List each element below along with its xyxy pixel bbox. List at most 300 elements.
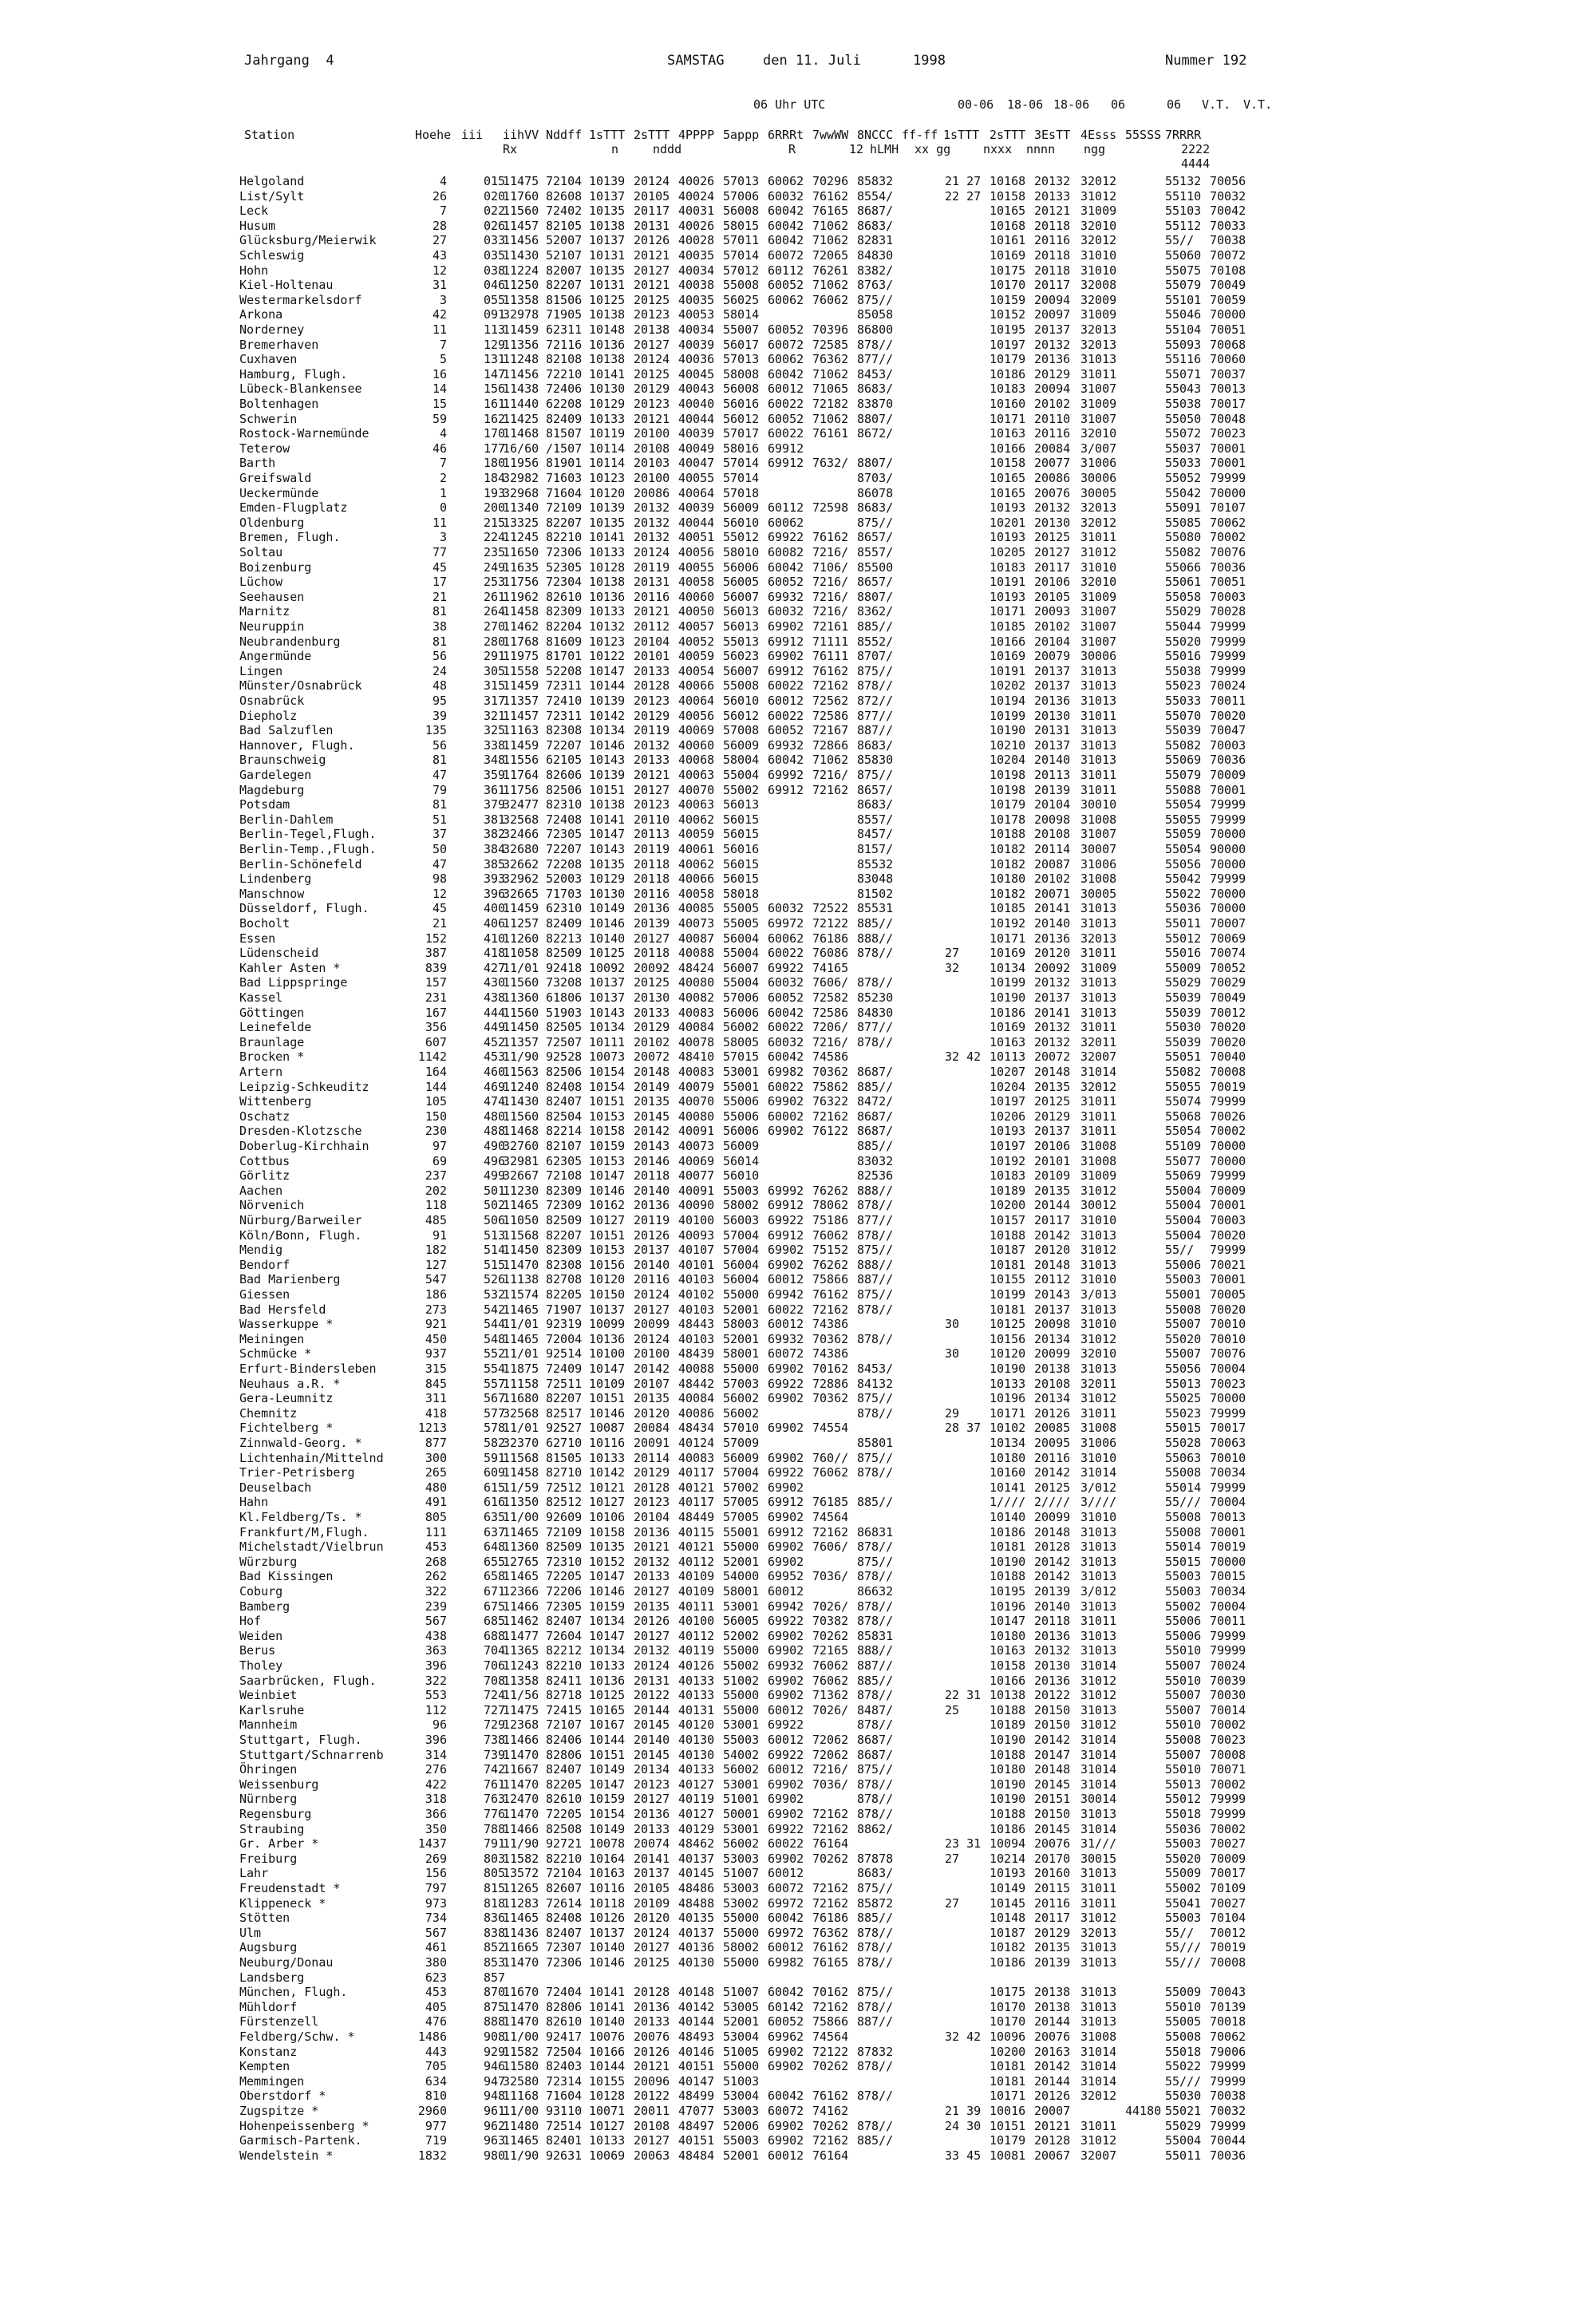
table-cell: 70002 — [1210, 1821, 1246, 1836]
table-cell: 70004 — [1210, 1599, 1246, 1614]
station-name: Coburg — [239, 1584, 283, 1599]
table-cell: 55000 — [723, 1955, 760, 1970]
table-cell: 69902 — [768, 1539, 804, 1555]
table-cell: 396 — [425, 1658, 447, 1673]
table-cell: 85532 — [857, 856, 894, 871]
table-cell: 72598 — [812, 500, 849, 516]
table-cell: 20119 — [634, 559, 670, 575]
table-cell: 10138 — [589, 218, 626, 233]
table-cell: 20118 — [1034, 248, 1071, 263]
table-cell: 40133 — [678, 1673, 715, 1688]
table-cell: 31011 — [1080, 1124, 1117, 1139]
station-name: Frankfurt/M,Flugh. — [239, 1524, 369, 1539]
table-cell: 31011 — [1080, 946, 1117, 961]
table-cell: 1142 — [417, 1049, 447, 1065]
table-cell: 875// — [857, 1762, 894, 1777]
table-cell: 55066 — [1165, 559, 1202, 575]
table-cell: 10136 — [589, 337, 626, 352]
station-name: Boizenburg — [239, 559, 312, 575]
table-cell: 382 — [484, 827, 506, 842]
table-cell: 55038 — [1165, 663, 1202, 678]
table-cell: 69902 — [768, 2118, 804, 2133]
table-cell: 3/007 — [1080, 441, 1117, 456]
table-cell: 32010 — [1080, 218, 1117, 233]
table-cell: 79999 — [1210, 1643, 1246, 1658]
table-cell: 69902 — [768, 1362, 804, 1376]
table-cell: 10141 — [589, 530, 626, 545]
table-cell: 20127 — [634, 931, 670, 946]
table-cell: 10196 — [990, 1391, 1026, 1406]
table-cell: 31009 — [1080, 204, 1117, 219]
table-cell: 72162 — [812, 1109, 849, 1124]
table-cell: 8554/ — [857, 188, 894, 204]
table-cell: 885// — [857, 1495, 894, 1510]
table-cell: 20126 — [634, 1227, 670, 1243]
table-cell: 231 — [425, 990, 447, 1005]
table-cell: 82210 — [546, 1658, 583, 1673]
table-cell: 55016 — [1165, 649, 1202, 664]
table-row — [239, 1020, 1277, 1035]
table-cell: 490 — [484, 1139, 506, 1153]
table-cell: 70108 — [1210, 263, 1246, 278]
table-cell: 10190 — [990, 1733, 1026, 1747]
table-cell: 55015 — [1165, 1421, 1202, 1436]
table-cell: 53003 — [723, 2104, 760, 2118]
table-cell: 60042 — [768, 1005, 804, 1020]
table-cell: 55007 — [723, 322, 760, 337]
table-cell: 57008 — [723, 723, 760, 738]
table-cell: 532 — [484, 1287, 506, 1302]
table-cell: 40121 — [678, 1480, 715, 1495]
table-cell: 11650 — [503, 545, 539, 559]
table-cell: 70076 — [1210, 545, 1246, 559]
table-cell: 422 — [425, 1776, 447, 1792]
table-cell: 60042 — [768, 1911, 804, 1926]
table-cell: 20127 — [634, 337, 670, 352]
table-cell: 878// — [857, 2118, 894, 2133]
table-cell: 11756 — [503, 782, 539, 797]
table-cell: 70109 — [1210, 1881, 1246, 1895]
table-cell: 878// — [857, 1688, 894, 1703]
table-cell: 20163 — [1034, 2044, 1071, 2059]
table-cell: 81 — [432, 797, 447, 812]
table-cell: 20140 — [1034, 753, 1071, 768]
table-cell: 31013 — [1080, 678, 1117, 694]
table-cell: 10142 — [589, 1465, 626, 1480]
table-cell: 249 — [484, 559, 506, 575]
table-cell: 20136 — [1034, 931, 1071, 946]
table-cell: 20132 — [634, 1643, 670, 1658]
table-cell: 616 — [484, 1495, 506, 1510]
table-cell: 734 — [425, 1911, 447, 1926]
table-cell: 321 — [484, 708, 506, 723]
table-cell: 10149 — [589, 901, 626, 916]
table-cell: 055 — [484, 292, 506, 307]
table-cell: 885// — [857, 2133, 894, 2148]
table-cell: 55010 — [1165, 1673, 1202, 1688]
table-cell: 8687/ — [857, 1124, 894, 1139]
table-cell: 685 — [484, 1614, 506, 1629]
header-sub: 2222 — [1181, 142, 1211, 156]
table-row — [239, 1970, 1277, 1986]
table-cell: 20125 — [1034, 1094, 1071, 1109]
table-cell: 52002 — [723, 1628, 760, 1643]
table-row — [239, 1762, 1277, 1777]
table-cell: 875// — [857, 515, 894, 530]
table-cell: 58018 — [723, 886, 760, 901]
table-cell: 60042 — [768, 204, 804, 219]
table-cell: 438 — [425, 1628, 447, 1643]
table-cell: 235 — [484, 545, 506, 559]
table-cell: 20109 — [1034, 1168, 1071, 1184]
table-cell: 70051 — [1210, 575, 1246, 590]
table-cell: 11459 — [503, 901, 539, 916]
station-name: Meiningen — [239, 1331, 305, 1346]
table-cell: 10133 — [589, 545, 626, 559]
table-cell: 60072 — [768, 1881, 804, 1895]
table-cell: 62311 — [546, 322, 583, 337]
table-cell: 10199 — [990, 1287, 1026, 1302]
table-row — [239, 1436, 1277, 1451]
table-cell: 72886 — [812, 1376, 849, 1391]
table-cell: 76164 — [812, 2148, 849, 2163]
table-cell: 20138 — [634, 322, 670, 337]
table-cell: 48442 — [678, 1376, 715, 1391]
table-row — [239, 1362, 1277, 1377]
table-cell: 7026/ — [812, 1702, 849, 1717]
table-cell: 70028 — [1210, 604, 1246, 619]
table-cell: 32013 — [1080, 500, 1117, 516]
table-cell: 20147 — [1034, 1747, 1071, 1762]
station-name: Norderney — [239, 322, 305, 337]
table-cell: 31014 — [1080, 2059, 1117, 2074]
table-cell: 31011 — [1080, 1614, 1117, 1629]
table-row — [239, 1287, 1277, 1302]
table-cell: 20130 — [1034, 515, 1071, 530]
table-cell: 180 — [484, 456, 506, 471]
table-cell: 82207 — [546, 1227, 583, 1243]
station-name: Bremen, Flugh. — [239, 530, 341, 545]
table-cell: 10144 — [589, 678, 626, 694]
table-cell: 48462 — [678, 1836, 715, 1852]
table-cell: 20110 — [1034, 411, 1071, 426]
table-cell: 20071 — [1034, 886, 1071, 901]
table-cell: 10146 — [589, 737, 626, 753]
table-cell: 72109 — [546, 500, 583, 516]
table-cell: 10139 — [589, 768, 626, 782]
table-cell: 10138 — [589, 797, 626, 812]
table-cell: 20121 — [634, 768, 670, 782]
table-cell: 1832 — [417, 2148, 447, 2163]
table-cell: 444 — [484, 1005, 506, 1020]
table-cell: 40049 — [678, 441, 715, 456]
table-cell: 32968 — [503, 485, 539, 500]
table-cell: 31014 — [1080, 1747, 1117, 1762]
table-row — [239, 174, 1277, 189]
table-cell: 55007 — [1165, 1346, 1202, 1362]
table-cell: 10168 — [990, 174, 1026, 188]
table-cell: 76062 — [812, 1673, 849, 1688]
table-cell: 52007 — [546, 233, 583, 248]
table-cell: 60052 — [768, 278, 804, 293]
table-cell: 20115 — [1034, 1881, 1071, 1895]
table-cell: 69902 — [768, 1094, 804, 1109]
table-cell: 69902 — [768, 1124, 804, 1139]
table-cell: 55044 — [1165, 619, 1202, 634]
table-cell: 11425 — [503, 411, 539, 426]
table-cell: 51007 — [723, 1985, 760, 2000]
table-cell: 32370 — [503, 1436, 539, 1450]
table-cell: 318 — [425, 1792, 447, 1807]
table-cell: 79999 — [1210, 619, 1246, 634]
table-cell: 449 — [484, 1020, 506, 1035]
table-cell: 11357 — [503, 694, 539, 708]
table-cell: 70049 — [1210, 278, 1246, 293]
table-cell: 8687/ — [857, 1747, 894, 1762]
table-cell: 55063 — [1165, 1450, 1202, 1465]
table-cell: 51003 — [723, 2073, 760, 2089]
table-cell: 20137 — [1034, 990, 1071, 1005]
table-row — [239, 1035, 1277, 1050]
table-cell: 40058 — [678, 886, 715, 901]
table-cell: 40044 — [678, 515, 715, 530]
table-cell: 92514 — [546, 1346, 583, 1362]
table-cell: 72562 — [812, 694, 849, 708]
table-cell: 40135 — [678, 1911, 715, 1926]
table-row — [239, 887, 1277, 902]
table-cell: 57004 — [723, 1227, 760, 1243]
table-cell: 10135 — [589, 856, 626, 871]
table-cell: 10133 — [589, 411, 626, 426]
table-cell: 70104 — [1210, 1911, 1246, 1926]
table-cell: 71065 — [812, 381, 849, 397]
station-name: Bremerhaven — [239, 337, 319, 352]
table-cell: 56007 — [723, 589, 760, 604]
table-cell: 82504 — [546, 1109, 583, 1124]
table-cell: 20121 — [634, 604, 670, 619]
station-name: Aachen — [239, 1183, 283, 1198]
table-cell: 40088 — [678, 1362, 715, 1376]
table-cell: 69912 — [768, 1524, 804, 1539]
table-cell: 55082 — [1165, 1065, 1202, 1079]
table-cell: 10194 — [990, 694, 1026, 708]
table-cell: 72162 — [812, 2133, 849, 2148]
table-cell: 2//// — [1034, 1495, 1071, 1510]
table-cell: 72162 — [812, 1895, 849, 1911]
table-cell: 70008 — [1210, 1065, 1246, 1079]
table-cell: 20128 — [634, 1480, 670, 1495]
table-cell: 40066 — [678, 871, 715, 887]
table-cell: 10147 — [589, 1168, 626, 1184]
station-name: Doberlug-Kirchhain — [239, 1139, 369, 1153]
table-cell: 11250 — [503, 278, 539, 293]
table-cell: 453 — [484, 1049, 506, 1065]
table-cell: 55037 — [1165, 441, 1202, 456]
table-cell: 60012 — [768, 381, 804, 397]
table-cell: 32007 — [1080, 2148, 1117, 2163]
table-cell: 11265 — [503, 1881, 539, 1895]
table-cell: 55/// — [1165, 1495, 1202, 1510]
table-cell: 70009 — [1210, 1183, 1246, 1198]
table-cell: 55091 — [1165, 500, 1202, 516]
table-cell: 82806 — [546, 1999, 583, 2014]
table-cell: 55033 — [1165, 694, 1202, 708]
table-cell: 69972 — [768, 1925, 804, 1940]
table-cell: 10169 — [990, 248, 1026, 263]
table-cell: 55004 — [723, 768, 760, 782]
table-cell: 55002 — [723, 782, 760, 797]
table-cell: 10175 — [990, 1985, 1026, 2000]
table-cell: 381 — [484, 812, 506, 827]
table-cell: 20120 — [1034, 1243, 1071, 1258]
table-cell: 32012 — [1080, 233, 1117, 248]
table-cell: 70024 — [1210, 1658, 1246, 1673]
table-cell: 40103 — [678, 1272, 715, 1287]
table-cell: 70001 — [1210, 782, 1246, 797]
station-name: Berlin-Temp.,Flugh. — [239, 842, 377, 856]
station-name: Weiden — [239, 1628, 283, 1643]
table-cell: 70262 — [812, 1628, 849, 1643]
table-cell: 72507 — [546, 1034, 583, 1049]
table-cell: 40028 — [678, 233, 715, 248]
table-cell: 20133 — [634, 663, 670, 678]
table-cell: 10096 — [990, 2029, 1026, 2044]
table-cell: 30014 — [1080, 1792, 1117, 1807]
table-cell: 70008 — [1210, 1747, 1246, 1762]
table-cell: 37 — [432, 827, 447, 842]
table-cell: 31011 — [1080, 366, 1117, 381]
table-cell: 480 — [425, 1480, 447, 1495]
table-cell: 31012 — [1080, 1688, 1117, 1703]
table-cell: 20091 — [634, 1436, 670, 1450]
station-name: Braunlage — [239, 1034, 305, 1049]
station-name: Leipzig-Schkeuditz — [239, 1079, 369, 1094]
table-cell: 20093 — [1034, 604, 1071, 619]
table-cell: 20076 — [1034, 2029, 1071, 2044]
table-cell: 1437 — [417, 1836, 447, 1852]
table-row — [239, 1629, 1277, 1644]
table-cell: 70107 — [1210, 500, 1246, 516]
table-cell: 70004 — [1210, 1495, 1246, 1510]
table-cell: 60052 — [768, 2014, 804, 2029]
station-name: Straubing — [239, 1821, 305, 1836]
table-cell: 513 — [484, 1227, 506, 1243]
table-cell: 69902 — [768, 1480, 804, 1495]
station-name: Mühldorf — [239, 1999, 298, 2014]
table-cell: 11756 — [503, 575, 539, 590]
table-cell: 366 — [425, 1807, 447, 1821]
table-cell: 92418 — [546, 960, 583, 975]
table-cell: 79999 — [1210, 649, 1246, 664]
table-cell: 20104 — [634, 634, 670, 649]
table-cell: 72404 — [546, 1985, 583, 2000]
table-cell: 10175 — [990, 263, 1026, 278]
table-cell: 31010 — [1080, 1213, 1117, 1227]
table-cell: 70011 — [1210, 1614, 1246, 1629]
header-col: 7RRRR — [1165, 128, 1202, 142]
table-row — [239, 2119, 1277, 2134]
table-cell: 10151 — [589, 782, 626, 797]
table-row — [239, 1406, 1277, 1421]
table-cell: 8683/ — [857, 737, 894, 753]
table-cell: 79999 — [1210, 797, 1246, 812]
table-cell: 20145 — [1034, 1776, 1071, 1792]
station-name: Düsseldorf, Flugh. — [239, 901, 369, 916]
table-cell: 93110 — [546, 2104, 583, 2118]
table-cell: 53001 — [723, 1821, 760, 1836]
table-cell: 58016 — [723, 441, 760, 456]
table-cell: 182 — [425, 1243, 447, 1258]
table-cell: 72162 — [812, 678, 849, 694]
table-cell: 20133 — [634, 753, 670, 768]
table-row — [239, 1822, 1277, 1837]
table-row — [239, 1643, 1277, 1658]
table-cell: 90000 — [1210, 842, 1246, 856]
table-cell: 70010 — [1210, 1450, 1246, 1465]
table-cell: 40061 — [678, 842, 715, 856]
table-cell: 10165 — [990, 485, 1026, 500]
table-cell: 582 — [484, 1436, 506, 1450]
table-cell: 72311 — [546, 678, 583, 694]
table-cell: 40102 — [678, 1287, 715, 1302]
table-cell: 20141 — [1034, 1005, 1071, 1020]
table-cell: 10143 — [589, 753, 626, 768]
table-cell: 82606 — [546, 768, 583, 782]
table-cell: 40059 — [678, 649, 715, 664]
table-cell: 845 — [425, 1376, 447, 1391]
table-cell: 20101 — [634, 649, 670, 664]
table-cell: 20123 — [634, 797, 670, 812]
table-cell: 10151 — [589, 1227, 626, 1243]
table-cell: 60022 — [768, 1302, 804, 1317]
table-cell: 10139 — [589, 694, 626, 708]
table-cell: 30006 — [1080, 471, 1117, 485]
table-cell: 20136 — [634, 1524, 670, 1539]
table-cell: 56015 — [723, 871, 760, 887]
table-cell: 10165 — [990, 471, 1026, 485]
table-cell: 57013 — [723, 352, 760, 367]
table-row — [239, 1510, 1277, 1525]
station-name: Neuhaus a.R. * — [239, 1376, 341, 1391]
table-cell: 31011 — [1080, 708, 1117, 723]
table-cell: 40130 — [678, 1747, 715, 1762]
table-cell: 40085 — [678, 901, 715, 916]
table-cell: 55009 — [1165, 1985, 1202, 2000]
table-cell: 10134 — [589, 723, 626, 738]
table-cell: 20121 — [634, 2059, 670, 2074]
station-name: Lüchow — [239, 575, 283, 590]
table-cell: 888 — [484, 2014, 506, 2029]
table-cell: 32013 — [1080, 322, 1117, 337]
table-cell: 32982 — [503, 471, 539, 485]
table-cell: 52001 — [723, 1331, 760, 1346]
table-cell: 56010 — [723, 694, 760, 708]
station-name: Diepholz — [239, 708, 298, 723]
table-cell: 70012 — [1210, 1925, 1246, 1940]
station-name: Soltau — [239, 545, 283, 559]
table-cell: 56003 — [723, 1213, 760, 1227]
table-cell: 71703 — [546, 886, 583, 901]
table-cell: 57003 — [723, 1376, 760, 1391]
table-cell: 56009 — [723, 737, 760, 753]
table-cell: 72586 — [812, 1005, 849, 1020]
station-name: Hamburg, Flugh. — [239, 366, 348, 381]
table-row — [239, 783, 1277, 798]
table-cell: 20143 — [634, 1139, 670, 1153]
table-cell: 52003 — [546, 871, 583, 887]
table-cell: 32012 — [1080, 174, 1117, 188]
table-cell: 69922 — [768, 1614, 804, 1629]
